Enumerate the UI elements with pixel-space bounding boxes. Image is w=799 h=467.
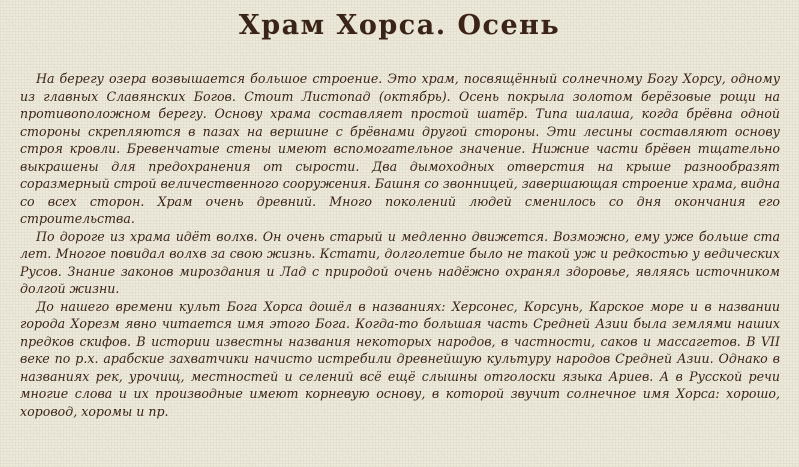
article-body [20,70,780,420]
paragraph-3: До нашего времени культ Бога Хорса дошёл в названиях: Херсонес, Корсунь, Карское море и в названии города Хорезм явно читается имя этого Бога. Когда-то большая часть Средней Азии была землями наших предков скифов. В истории известны названия некоторых народов, в частности, саков и массагетов. В VII веке по р.х. арабские захватчики начисто истребили древнейшую культуру народов Средней Азии. Однако в названиях рек, урочищ, местностей и селений всё ещё слышны отголоски языка Ариев. А в Русской речи многие слова и их производные имеют корневую основу, в которой звучит солнечное имя Хорса: хорошо, хоровод, хоромы и пр. [20,298,780,419]
page-title: Храм Хорса. Осень [238,10,561,41]
paragraph-1: На берегу озера возвышается большое строение. Это храм, посвящённый солнечному Богу Хорсу, одному из главных Славянских Богов. Стоит Листопад (октябрь). Осень покрыла золотом берёзовые рощи на противоположном берегу. Основу храма составляет простой шатёр. Типа шалаша, когда брёвна одной стороны скрепляются в пазах на вершине с брёвнами другой стороны. Эти лесины составляют основу строя кровли. Бревенчатые стены имеют вспомогательное значение. Нижние части брёвен тщательно выкрашены для предохранения от сырости. Два дымоходных отверстия на крыше разнообразят соразмерный строй величественного сооружения. Башня со звонницей, завершающая строение храма, видна со всех сторон. Храм очень древний. Много поколений людей сменилось со дня окончания его строительства. [20,71,780,226]
paragraph-2: По дороге из храма идёт волхв. Он очень старый и медленно движется. Возможно, ему уже больше ста лет. Многое повидал волхв за свою жизнь. Кстати, долголетие было не такой уж и редкостью у ведических Русов. Знание законов мироздания и Лад с природой очень надёжно охранял здоровье, являясь источником долгой жизни. [20,228,780,296]
